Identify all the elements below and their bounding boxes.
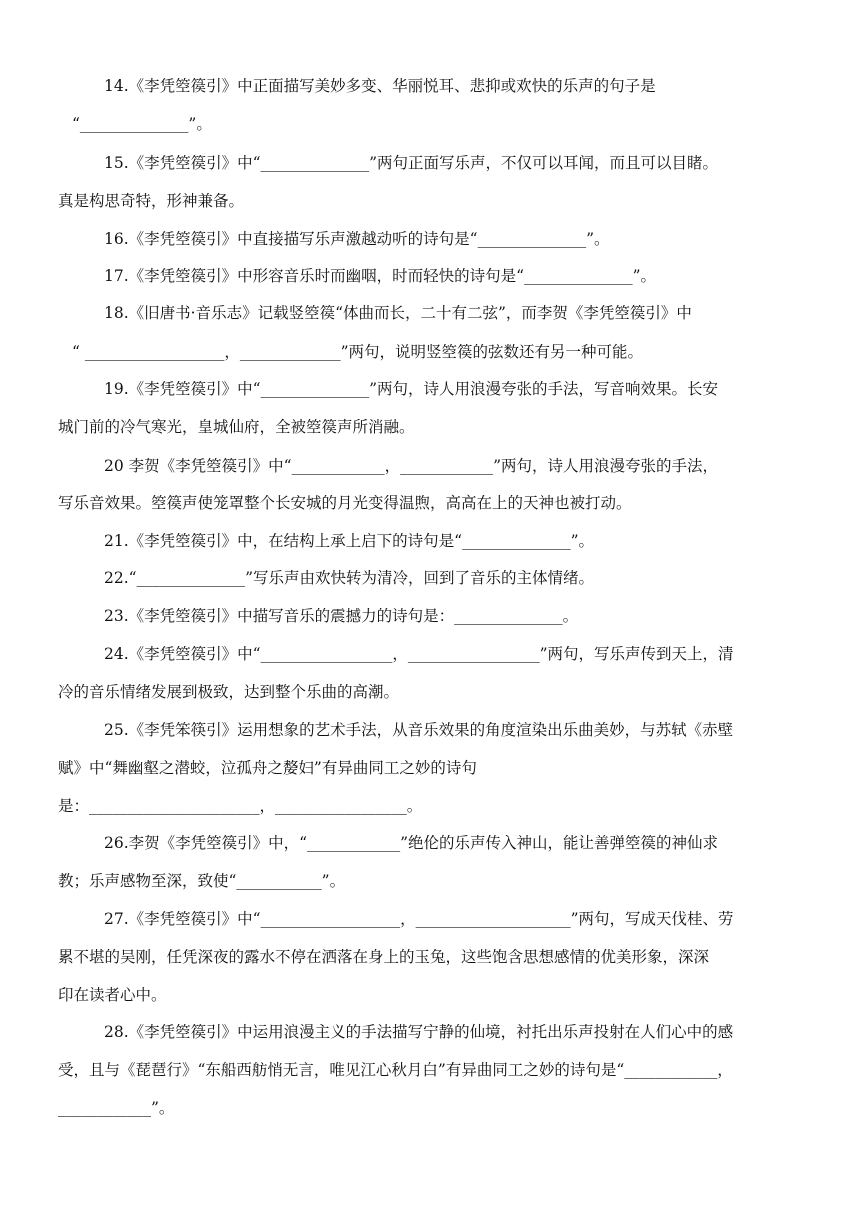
q26-line-1: 26.李贺《李凭箜篌引》中，“____________”绝伦的乐声传入神山，能让善弹箜篌的神仙求 [104, 834, 719, 852]
q14-line-1: 14.《李凭箜篌引》中正面描写美妙多变、华丽悦耳、悲抑或欢快的乐声的句子是 [104, 77, 656, 95]
q27-line-1: 27.《李凭箜篌引》中“__________________，____________________”两句，写成天伐桂、劳 [104, 910, 734, 928]
q19-line-1: 19.《李凭箜篌引》中“______________”两句，诗人用浪漫夸张的手法，写音响效果。长安 [104, 380, 719, 398]
q22-line-1: 22.“______________”写乐声由欢快转为清冷，回到了音乐的主体情绪。 [104, 569, 594, 587]
q20-line-1: 20 李贺《李凭箜篌引》中“____________，____________”两句，诗人用浪漫夸张的手法， [104, 457, 719, 475]
q14-line-2: “______________”。 [72, 115, 212, 133]
q27-line-3: 印在读者心中。 [58, 986, 167, 1004]
q28-line-3: ____________”。 [58, 1099, 175, 1117]
q27-line-2: 累不堪的吴刚，任凭深夜的露水不停在洒落在身上的玉兔，这些饱含思想感情的优美形象，深深 [58, 948, 710, 966]
q24-line-2: 冷的音乐情绪发展到极致，达到整个乐曲的高潮。 [58, 683, 400, 701]
q25-line-2: 赋》中“舞幽壑之潜蛟，泣孤舟之嫠妇”有异曲同工之妙的诗句 [58, 759, 477, 777]
q24-line-1: 24.《李凭箜篌引》中“_________________，_________________”两句，写乐声传到天上，清 [104, 645, 734, 663]
q15-line-1: 15.《李凭箜篌引》中“______________”两句正面写乐声，不仅可以耳闻，而且可以目睹。 [104, 154, 719, 172]
q28-line-2: 受，且与《琵琶行》“东船西舫悄无言，唯见江心秋月白”有异曲同工之妙的诗句是“____________， [58, 1061, 733, 1079]
q25-line-3: 是：______________________，_________________。 [58, 797, 423, 815]
q18-line-1: 18.《旧唐书·音乐志》记载竖箜篌“体曲而长，二十有二弦”，而李贺《李凭箜篌引》中 [104, 304, 692, 322]
q25-line-1: 25.《李凭笨筷引》运用想象的艺术手法，从音乐效果的角度渲染出乐曲美妙，与苏轼《赤壁 [104, 721, 734, 739]
q18-line-2: “ __________________，_____________”两句，说明竖箜篌的弦数还有另一种可能。 [72, 343, 644, 361]
q15-line-2: 真是构思奇特，形神兼备。 [58, 192, 245, 210]
q16-line-1: 16.《李凭箜篌引》中直接描写乐声激越动听的诗句是“______________”。 [104, 230, 610, 248]
q28-line-1: 28.《李凭箜篌引》中运用浪漫主义的手法描写宁静的仙境，衬托出乐声投射在人们心中的感 [104, 1023, 734, 1041]
q19-line-2: 城门前的冷气寒光，皇城仙府，全被箜篌声所消融。 [58, 418, 415, 436]
q26-line-2: 教；乐声感物至深，致使“___________”。 [58, 872, 346, 890]
q23-line-1: 23.《李凭箜篌引》中描写音乐的震撼力的诗句是：______________。 [104, 607, 579, 625]
q21-line-1: 21.《李凭箜篌引》中，在结构上承上启下的诗句是“______________”。 [104, 532, 594, 550]
q17-line-1: 17.《李凭箜篌引》中形容音乐时而幽咽，时而轻快的诗句是“______________”。 [104, 267, 657, 285]
q20-line-2: 写乐音效果。箜篌声使笼罩整个长安城的月光变得温煦，高高在上的天神也被打动。 [58, 494, 632, 512]
